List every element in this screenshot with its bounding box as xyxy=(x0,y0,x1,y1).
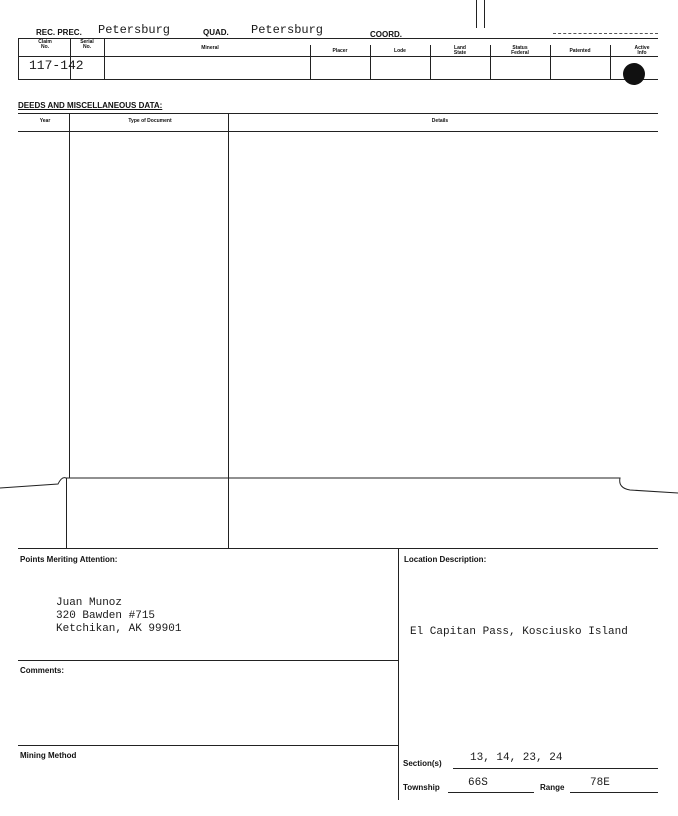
township-value: 66S xyxy=(468,777,488,789)
rec-prec-label: REC. PREC. xyxy=(36,28,82,37)
range-line xyxy=(570,792,658,793)
points-line-1: Juan Munoz xyxy=(56,597,123,609)
mining-method-label: Mining Method xyxy=(20,751,77,760)
deeds-col-divider-1 xyxy=(69,113,70,478)
lode-header: Lode xyxy=(394,48,406,54)
details-column-header: Details xyxy=(431,118,449,124)
placer-header: Placer xyxy=(332,48,348,54)
claim-no-header: Claim No. xyxy=(38,39,52,50)
active-header: Active Info xyxy=(634,45,650,56)
comments-rule xyxy=(18,660,398,661)
status-federal-header: Status Federal xyxy=(511,45,529,56)
claim-table-header-rule xyxy=(18,56,658,57)
location-label: Location Description: xyxy=(404,555,487,564)
page-seam xyxy=(0,470,678,500)
year-column-header: Year xyxy=(39,118,51,124)
location-value: El Capitan Pass, Kosciusko Island xyxy=(410,626,628,638)
mining-rule xyxy=(18,745,398,746)
patented-header: Patented xyxy=(569,48,591,54)
deeds-title: DEEDS AND MISCELLANEOUS DATA: xyxy=(18,101,163,110)
mineral-header: Mineral xyxy=(201,45,219,51)
range-label: Range xyxy=(540,783,565,792)
quad-label: QUAD. xyxy=(203,28,229,37)
sections-line xyxy=(453,768,658,769)
deeds-header-rule xyxy=(18,131,658,132)
points-line-3: Ketchikan, AK 99901 xyxy=(56,623,182,635)
sections-label: Section(s) xyxy=(403,759,442,768)
filled-dot xyxy=(623,63,645,85)
points-label: Points Meriting Attention: xyxy=(20,555,118,564)
stray-line-right xyxy=(484,0,485,28)
lower-col-divider xyxy=(398,548,399,800)
sections-value: 13, 14, 23, 24 xyxy=(470,752,563,764)
claim-table-bottom xyxy=(18,79,658,80)
rec-prec-value: Petersburg xyxy=(98,23,171,37)
claim-no-value: 117-142 xyxy=(29,58,84,73)
land-state-header: Land State xyxy=(453,45,467,56)
comments-label: Comments: xyxy=(20,666,65,675)
dotted-line xyxy=(553,33,658,34)
claim-table-top xyxy=(18,38,658,39)
range-value: 78E xyxy=(590,777,610,789)
coord-label: COORD. xyxy=(370,30,402,39)
lower-divider xyxy=(18,548,658,549)
stray-line-left xyxy=(476,0,477,28)
type-column-header: Type of Document xyxy=(128,118,172,124)
township-label: Township xyxy=(403,783,440,792)
serial-no-header: Serial No. xyxy=(80,39,94,50)
points-line-2: 320 Bawden #715 xyxy=(56,610,156,622)
quad-value: Petersburg xyxy=(251,23,324,37)
township-line xyxy=(448,792,534,793)
deeds-table-top xyxy=(18,113,658,114)
